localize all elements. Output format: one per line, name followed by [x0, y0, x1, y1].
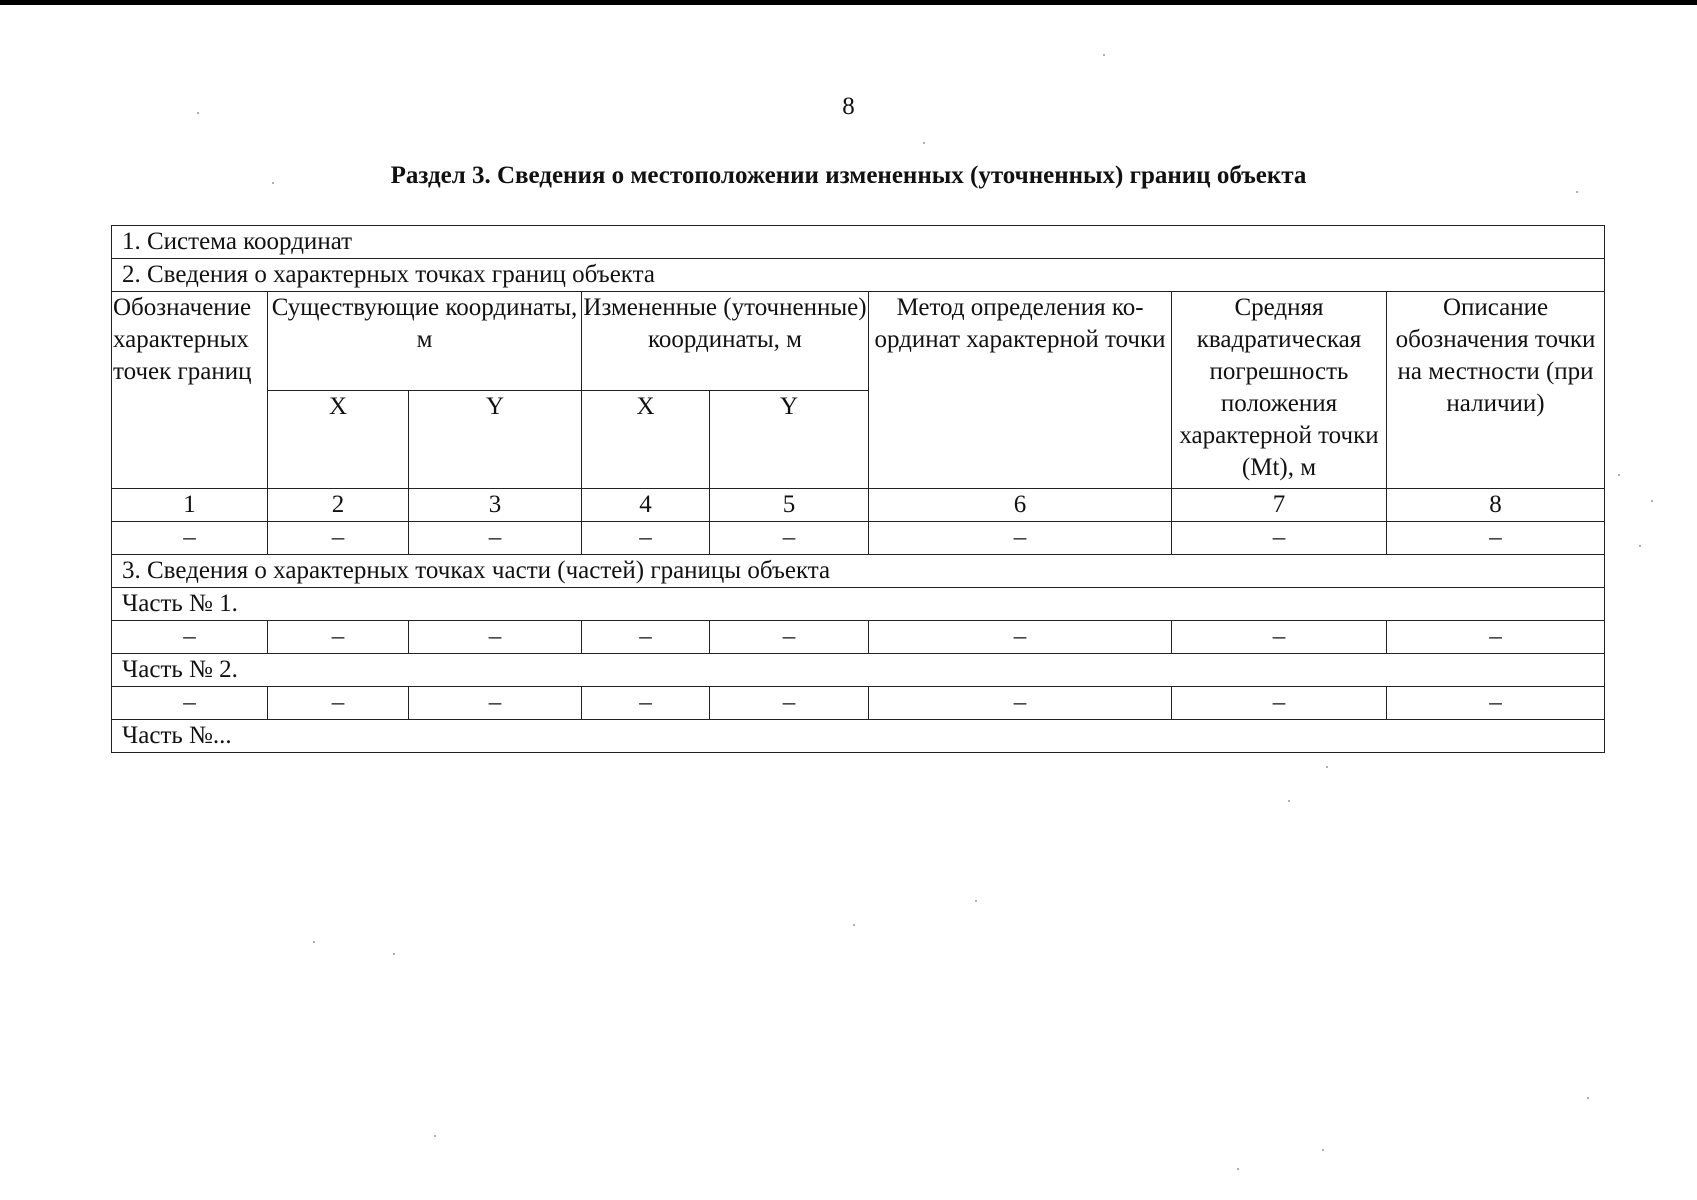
table-cell: – [268, 687, 409, 720]
table-cell: – [268, 522, 409, 555]
table-cell: – [409, 687, 582, 720]
table-cell: – [409, 621, 582, 654]
scan-speck [853, 924, 855, 926]
parts-section-label: 3. Сведения о характерных точках части (частей) границы объекта [112, 555, 1605, 588]
header-existing-coords: Существующие координаты, м [268, 292, 582, 391]
header-existing-x: X [268, 391, 409, 489]
table-cell: – [1387, 522, 1605, 555]
scan-speck [1618, 474, 1620, 476]
header-changed-coords: Измененные (уточненные) координаты, м [582, 292, 869, 391]
part-1-data-row [112, 621, 1605, 654]
table-cell: – [268, 621, 409, 654]
scan-speck [1322, 1149, 1324, 1151]
scan-speck [1103, 54, 1105, 56]
table-cell: – [869, 522, 1172, 555]
table-cell: – [112, 522, 268, 555]
table-cell: – [1387, 621, 1605, 654]
column-number: 7 [1172, 489, 1387, 522]
points-section-row [112, 259, 1605, 292]
table-cell: – [112, 621, 268, 654]
scan-speck [1237, 1168, 1239, 1170]
more-parts-label: Часть №... [112, 720, 1605, 753]
header-changed-x: X [582, 391, 710, 489]
parts-section-row [112, 555, 1605, 588]
column-number-row [112, 489, 1605, 522]
scan-speck [923, 142, 925, 144]
header-description: Описание обозначения точки на местности (при наличии) [1387, 292, 1605, 489]
table-cell: – [1387, 687, 1605, 720]
table-cell: – [582, 621, 710, 654]
table-cell: – [1172, 522, 1387, 555]
table-cell: – [582, 687, 710, 720]
header-existing-y: Y [409, 391, 582, 489]
header-method: Метод определения ко-ординат характерной точки [869, 292, 1172, 489]
part-2-label: Часть № 2. [112, 654, 1605, 687]
column-number: 2 [268, 489, 409, 522]
column-number: 6 [869, 489, 1172, 522]
section-title: Раздел 3. Сведения о местоположении измененных (уточненных) границ объекта [390, 162, 1307, 189]
header-designation: Обозначение характерных точек границ [112, 292, 268, 489]
scan-speck [975, 900, 977, 902]
scan-speck [1651, 500, 1653, 502]
header-rms-error: Средняя квадратическая погрешность положения характерной точки (Mt), м [1172, 292, 1387, 489]
part-2-row [112, 654, 1605, 687]
scan-speck [393, 953, 395, 955]
boundary-table [111, 225, 1605, 753]
scan-speck [272, 182, 274, 184]
table-cell: – [1172, 687, 1387, 720]
table-cell: – [582, 522, 710, 555]
scan-speck [197, 112, 199, 114]
coord-system-row [112, 226, 1605, 259]
table-cell: – [112, 687, 268, 720]
scan-speck [1639, 545, 1641, 547]
column-number: 3 [409, 489, 582, 522]
table-cell: – [869, 621, 1172, 654]
scan-speck [313, 941, 315, 943]
scan-speck [1288, 800, 1290, 802]
coord-system-label: 1. Система координат [112, 226, 1605, 259]
column-number: 8 [1387, 489, 1605, 522]
header-changed-y: Y [710, 391, 869, 489]
table-cell: – [710, 522, 869, 555]
more-parts-row [112, 720, 1605, 753]
scan-speck [1326, 766, 1328, 768]
scan-speck [1576, 191, 1578, 193]
page-number: 8 [842, 93, 855, 120]
column-number: 5 [710, 489, 869, 522]
table-cell: – [1172, 621, 1387, 654]
part-1-label: Часть № 1. [112, 588, 1605, 621]
table-cell: – [869, 687, 1172, 720]
points-data-row [112, 522, 1605, 555]
part-1-row [112, 588, 1605, 621]
scan-speck [1587, 1097, 1589, 1099]
table-cell: – [409, 522, 582, 555]
scan-top-edge [0, 0, 1697, 5]
points-section-label: 2. Сведения о характерных точках границ объекта [112, 259, 1605, 292]
part-2-data-row [112, 687, 1605, 720]
table-cell: – [710, 687, 869, 720]
header-row [112, 292, 1605, 391]
column-number: 4 [582, 489, 710, 522]
table-cell: – [710, 621, 869, 654]
scan-speck [434, 1135, 436, 1137]
column-number: 1 [112, 489, 268, 522]
